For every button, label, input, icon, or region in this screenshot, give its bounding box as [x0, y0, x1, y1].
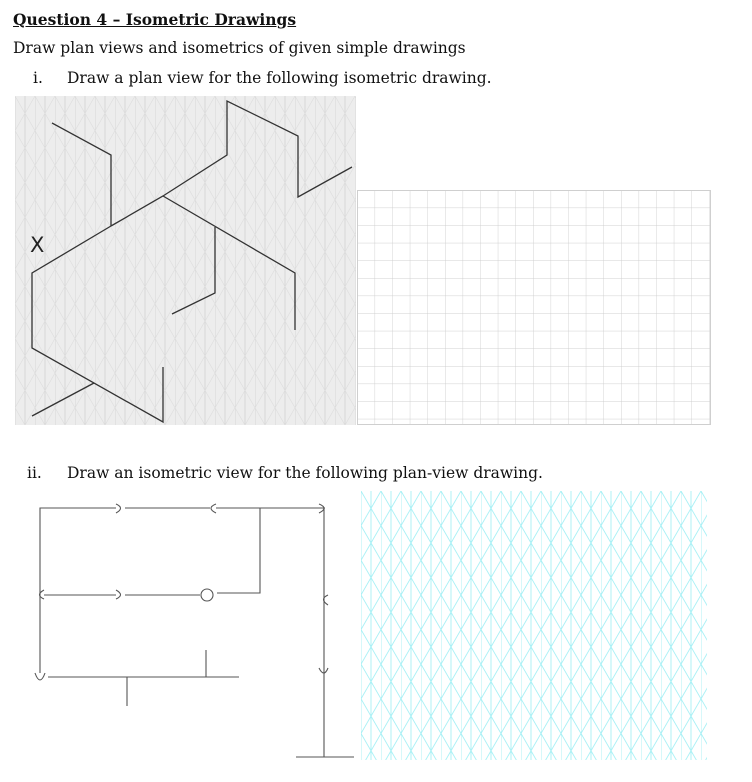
intro-text: Draw plan views and isometrics of given simple drawings — [13, 39, 466, 57]
isometric-drawing-figure — [15, 96, 356, 425]
isometric-answer-grid[interactable] — [361, 491, 707, 760]
start-marker-label: X — [30, 233, 45, 257]
page-title: Question 4 – Isometric Drawings — [13, 10, 297, 29]
plan-view-drawing-figure — [30, 495, 360, 765]
iso-paper-grid — [15, 96, 356, 425]
question-ii-number: ii. — [27, 464, 42, 482]
question-i-text: Draw a plan view for the following isometric drawing. — [67, 69, 492, 87]
question-ii-text: Draw an isometric view for the following plan-view drawing. — [67, 464, 543, 482]
question-i-number: i. — [33, 69, 43, 87]
plan-view-shape — [35, 504, 354, 757]
plan-view-answer-grid[interactable] — [357, 190, 711, 425]
